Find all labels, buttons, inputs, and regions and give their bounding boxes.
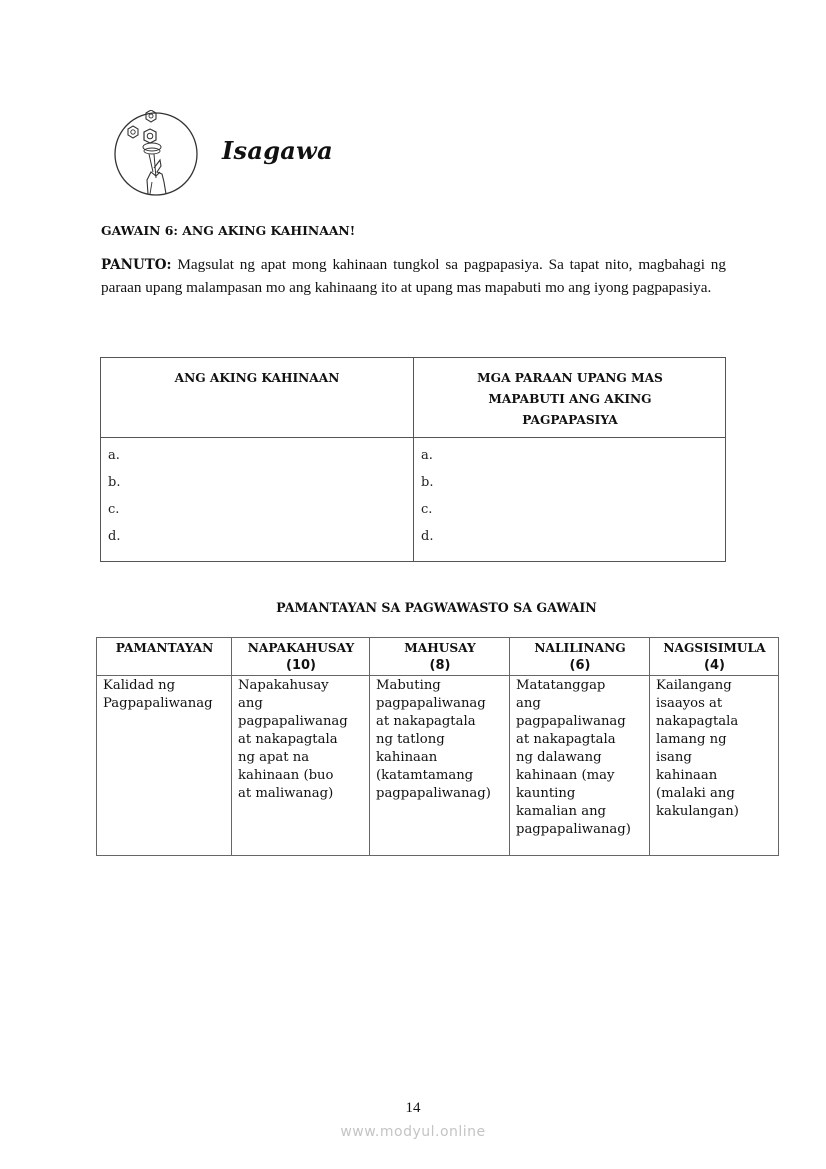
- cell-line: pagpapaliwanag): [516, 822, 631, 837]
- header-score: (10): [286, 658, 316, 673]
- cell-line: kahinaan (buo: [238, 768, 334, 783]
- improvement-list: [421, 446, 433, 554]
- improvement-item[interactable]: d.: [421, 529, 434, 544]
- cell-line: Napakahusay: [238, 678, 329, 693]
- header-label: NAPAKAHUSAY: [247, 641, 355, 655]
- cell-line: pagpapaliwanag: [516, 714, 626, 729]
- cell-line: kahinaan: [656, 768, 718, 783]
- cell-line: ng dalawang: [516, 750, 602, 765]
- cell-line: at nakapagtala: [376, 714, 476, 729]
- cell-line: ng tatlong: [376, 732, 445, 747]
- cell-line: kahinaan: [376, 750, 438, 765]
- cell-line: ang: [516, 696, 541, 711]
- cell-line: ng apat na: [238, 750, 310, 765]
- cell-line: Matatanggap: [516, 678, 606, 693]
- weakness-item[interactable]: c.: [108, 502, 120, 517]
- improvement-item[interactable]: b.: [421, 475, 434, 490]
- rubric-cell-mahusay: [370, 676, 510, 856]
- rubric-header-row: [97, 638, 779, 676]
- cell-line: isaayos at: [656, 696, 723, 711]
- header-divider: [101, 437, 725, 438]
- cell-line: kaunting: [516, 786, 576, 801]
- cell-line: Kalidad ng: [103, 678, 176, 693]
- activity-title: GAWAIN 6: ANG AKING KAHINAAN!: [101, 223, 356, 238]
- rubric-criterion-cell: [97, 676, 232, 856]
- hand-with-nuts-icon: [112, 110, 200, 198]
- header-line: PAGPAPASIYA: [522, 413, 618, 427]
- weakness-table: [100, 357, 726, 562]
- cell-line: pagpapaliwanag): [376, 786, 491, 801]
- cell-line: Kailangang: [656, 678, 732, 693]
- header-score: (8): [429, 658, 451, 673]
- cell-line: pagpapaliwanag: [238, 714, 348, 729]
- header-label: MAHUSAY: [404, 641, 476, 655]
- rubric-header-napakahusay: [232, 638, 370, 676]
- cell-line: Pagpapaliwanag: [103, 696, 213, 711]
- cell-line: at maliwanag): [238, 786, 334, 801]
- header-line: MAPABUTI ANG AKING: [488, 392, 652, 406]
- cell-line: kahinaan (may: [516, 768, 615, 783]
- weakness-item[interactable]: d.: [108, 529, 121, 544]
- page-number: 14: [405, 1100, 421, 1116]
- cell-line: at nakapagtala: [238, 732, 338, 747]
- header-label: NALILINANG: [534, 641, 626, 655]
- cell-line: (katamtamang: [376, 768, 474, 783]
- header-ways-to-improve: [414, 368, 726, 431]
- rubric-header-nalilinang: [510, 638, 650, 676]
- instructions-body: Magsulat ng apat mong kahinaan tungkol sa pagpapasiya. Sa tapat nito, magbahagi ng paraan upang malampasan mo ang kahinaang ito at upang mas mapabuti mo ang iyong pagpapasiya.: [101, 256, 726, 296]
- header-score: (4): [704, 658, 725, 673]
- weakness-item[interactable]: b.: [108, 475, 121, 490]
- weakness-item[interactable]: a.: [108, 448, 120, 463]
- cell-line: at nakapagtala: [516, 732, 616, 747]
- rubric-header-mahusay: [370, 638, 510, 676]
- cell-line: pagpapaliwanag: [376, 696, 486, 711]
- cell-line: nakapagtala: [656, 714, 739, 729]
- section-header: [112, 104, 372, 200]
- rubric-row: [97, 676, 779, 856]
- rubric-cell-napakahusay: [232, 676, 370, 856]
- improvement-item[interactable]: c.: [421, 502, 433, 517]
- instructions-lead: PANUTO:: [101, 257, 172, 273]
- cell-line: ang: [238, 696, 263, 711]
- header-my-weakness: ANG AKING KAHINAAN: [174, 371, 340, 385]
- instructions-paragraph: [101, 254, 726, 298]
- cell-line: kakulangan): [656, 804, 739, 819]
- rubric-table: [96, 637, 779, 856]
- header-score: (6): [569, 658, 591, 673]
- cell-line: lamang ng: [656, 732, 727, 747]
- rubric-cell-nalilinang: [510, 676, 650, 856]
- improvement-item[interactable]: a.: [421, 448, 433, 463]
- cell-line: isang: [656, 750, 692, 765]
- rubric-cell-nagsisimula: [650, 676, 779, 856]
- cell-line: (malaki ang: [656, 786, 735, 801]
- cell-line: kamalian ang: [516, 804, 607, 819]
- header-label: PAMANTAYAN: [115, 641, 214, 655]
- cell-line: Mabuting: [376, 678, 441, 693]
- rubric-header-nagsisimula: [650, 638, 779, 676]
- watermark: www.modyul.online: [340, 1124, 486, 1140]
- weakness-list: [108, 446, 120, 554]
- rubric-header-criterion: [97, 638, 232, 676]
- section-title: Isagawa: [222, 136, 333, 165]
- header-line: MGA PARAAN UPANG MAS: [477, 371, 663, 385]
- rubric-title: PAMANTAYAN SA PAGWAWASTO SA GAWAIN: [276, 600, 597, 615]
- header-label: NAGSISIMULA: [663, 641, 766, 655]
